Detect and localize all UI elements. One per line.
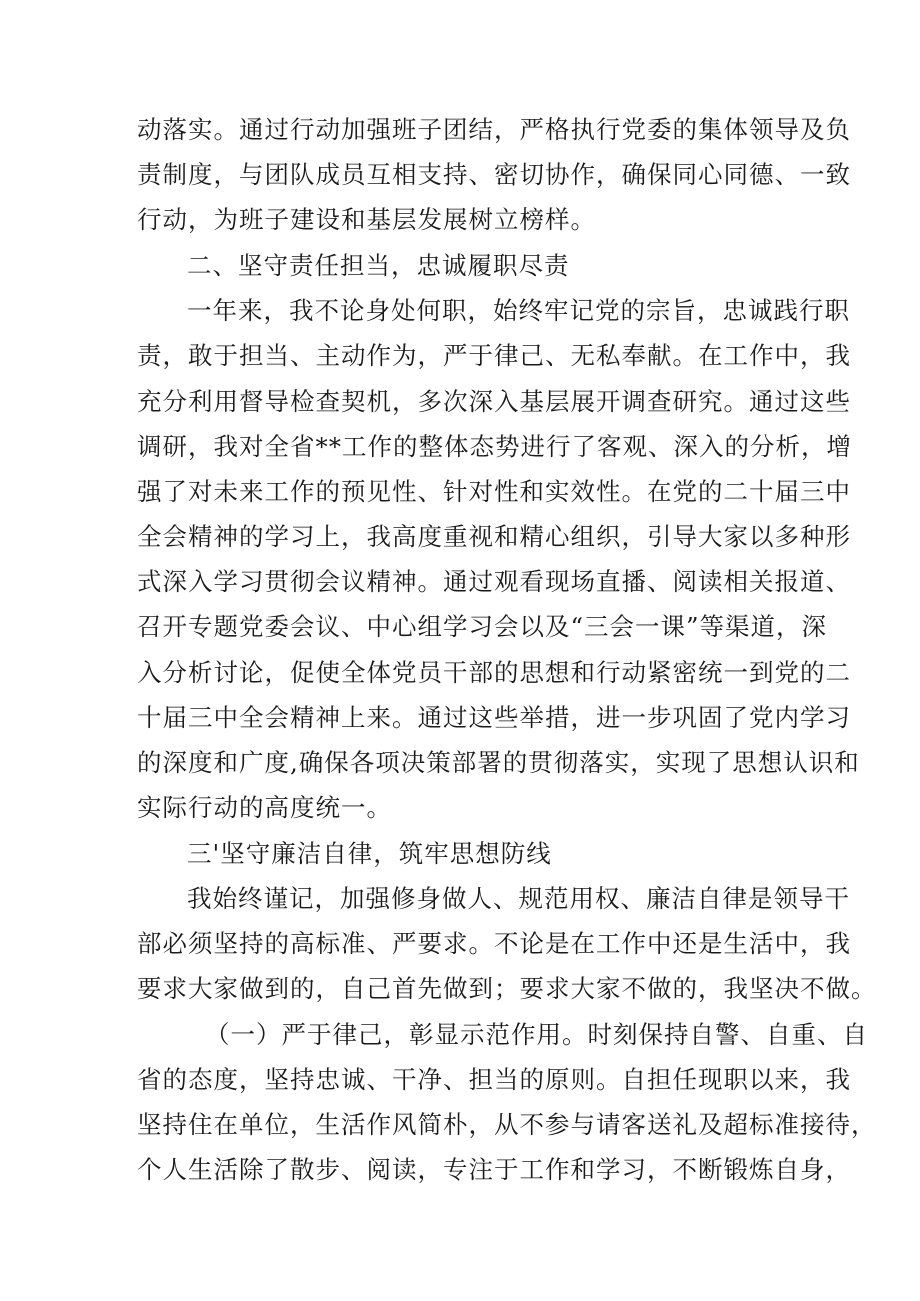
text-line: 责制度，与团队成员互相支持、密切协作，确保同心同德、一致	[137, 160, 851, 189]
text-line: 责，敢于担当、主动作为，严于律己、无私奉献。在工作中，我	[137, 341, 851, 370]
text-line: 我始终谨记，加强修身做人、规范用权、廉洁自律是领导干	[187, 884, 850, 913]
text-line: 实际行动的高度统一。	[137, 793, 392, 822]
text-line: 入分析讨论，促使全体党员干部的思想和行动紧密统一到党的二	[137, 658, 851, 687]
text-line: 部必须坚持的高标准、严要求。不论是在工作中还是生活中，我	[137, 929, 851, 958]
section-heading-3: 三'坚守廉洁自律，筑牢思想防线	[187, 839, 552, 868]
text-line: 充分利用督导检查契机，多次深入基层展开调查研究。通过这些	[137, 387, 851, 416]
text-line: 行动，为班子建设和基层发展树立榜样。	[137, 205, 596, 234]
subsection-paragraph-1: （一）严于律己，彰显示范作用。时刻保持自警、自重、自	[205, 1020, 868, 1049]
text-line: 动落实。通过行动加强班子团结，严格执行党委的集体领导及负	[137, 115, 851, 144]
text-line: 省的态度，坚持忠诚、干净、担当的原则。自担任现职以来，我	[137, 1065, 851, 1094]
text-line: 强了对未来工作的预见性、针对性和实效性。在党的二十届三中	[137, 477, 851, 506]
text-line: 调研，我对全省**工作的整体态势进行了客观、深入的分析，增	[137, 432, 852, 461]
text-line: 全会精神的学习上，我高度重视和精心组织，引导大家以多种形	[137, 522, 851, 551]
text-line: 的深度和广度,确保各项决策部署的贯彻落实，实现了思想认识和	[137, 748, 860, 777]
text-line: 十届三中全会精神上来。通过这些举措，进一步巩固了党内学习	[137, 703, 851, 732]
section-heading-2: 二、坚守责任担当，忠诚履职尽责	[187, 251, 570, 280]
text-line: 个人生活除了散步、阅读，专注于工作和学习，不断锻炼自身，	[137, 1155, 851, 1184]
text-line: 召开专题党委会议、中心组学习会以及“三会一课”等渠道，深	[137, 612, 828, 641]
text-line: 要求大家做到的，自己首先做到；要求大家不做的，我坚决不做。	[137, 974, 877, 1003]
text-line: 一年来，我不论身处何职，始终牢记党的宗旨，忠诚践行职	[187, 296, 850, 325]
text-line: 式深入学习贯彻会议精神。通过观看现场直播、阅读相关报道、	[137, 567, 851, 596]
text-line: 坚持住在单位，生活作风简朴，从不参与请客送礼及超标准接待，	[137, 1110, 877, 1139]
